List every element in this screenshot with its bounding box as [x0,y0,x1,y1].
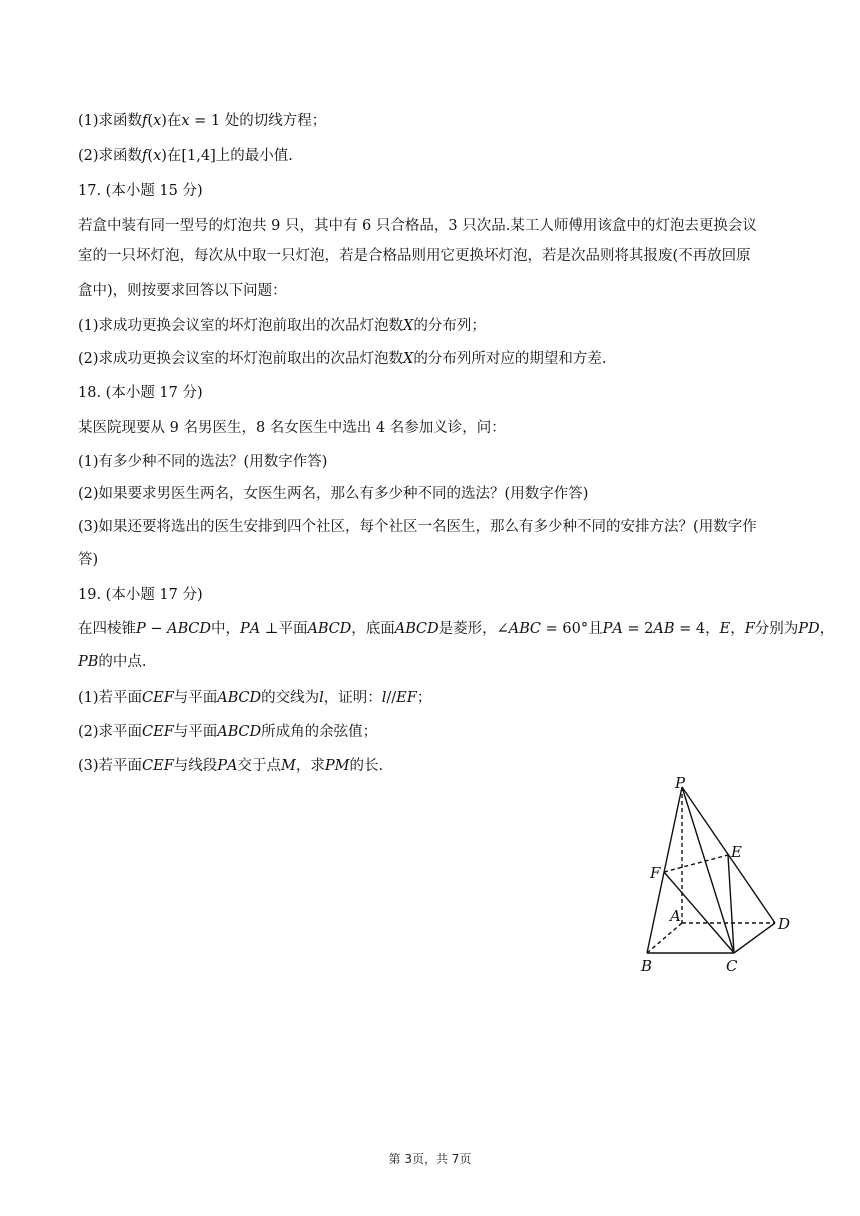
text-line: (3)如果还要将选出的医生安排到四个社区，每个社区一名医生，那么有多少种不同的安排方法？(用数字作 [78,519,757,535]
text-line: (2)求函数𝑓(𝑥)在[1,4]上的最小值. [78,148,293,164]
text-line: 某医院现要从 9 名男医生，8 名女医生中选出 4 名参加义诊，问： [78,420,506,436]
page-footer: 第 3页，共 7页 [388,1152,472,1166]
text-line: 答) [78,552,99,568]
vertex-label-B: B [641,957,653,975]
text-line: 室的一只坏灯泡，每次从中取一只灯泡，若是合格品则用它更换坏灯泡，若是次品则将其报废(不再放回原 [78,248,751,264]
vertex-label-F: F [650,864,661,882]
text-line: (1)求成功更换会议室的坏灯泡前取出的次品灯泡数𝑋的分布列； [78,318,486,334]
text-line: (2)如果要求男医生两名，女医生两名，那么有多少种不同的选法？(用数字作答) [78,486,589,502]
text-line: (2)求平面𝐶𝐸𝐹与平面𝐴𝐵𝐶𝐷所成角的余弦值； [78,724,378,740]
edge-CD [734,923,775,953]
edge-PC [682,787,734,953]
pyramid-figure [630,775,800,985]
text-line: (2)求成功更换会议室的坏灯泡前取出的次品灯泡数𝑋的分布列所对应的期望和方差. [78,351,607,367]
edge-FE [664,855,728,872]
text-line: 盒中)，则按要求回答以下问题： [78,283,287,299]
vertex-label-P: P [675,775,686,792]
text-line: (1)有多少种不同的选法？(用数字作答) [78,454,328,470]
text-line: (3)若平面𝐶𝐸𝐹与线段𝑃𝐴交于点𝑀，求𝑃𝑀的长. [78,758,384,774]
text-line: 若盒中装有同一型号的灯泡共 9 只，其中有 6 只合格品，3 只次品.某工人师傅用该盒中的灯泡去更换会议 [78,218,757,234]
problem-heading: 17. (本小题 15 分) [78,183,203,199]
problem-heading: 18. (本小题 17 分) [78,385,203,401]
text-line: 𝑃𝐵的中点. [78,654,147,670]
vertex-label-C: C [726,957,738,975]
problem-heading: 19. (本小题 17 分) [78,587,203,603]
text-line: 在四棱锥𝑃 − 𝐴𝐵𝐶𝐷中，𝑃𝐴 ⊥平面𝐴𝐵𝐶𝐷，底面𝐴𝐵𝐶𝐷是菱形，∠𝐴𝐵𝐶 = 60°且𝑃𝐴 = 2𝐴𝐵 = 4，𝐸，𝐹分别为𝑃𝐷， [78,621,835,637]
vertex-label-E: E [731,843,742,861]
vertex-label-D: D [778,915,791,933]
vertex-label-A: A [670,907,681,925]
text-line: (1)若平面𝐶𝐸𝐹与平面𝐴𝐵𝐶𝐷的交线为𝑙，证明：𝑙//𝐸𝐹； [78,690,432,706]
text-line: (1)求函数𝑓(𝑥)在𝑥 = 1 处的切线方程； [78,113,327,129]
